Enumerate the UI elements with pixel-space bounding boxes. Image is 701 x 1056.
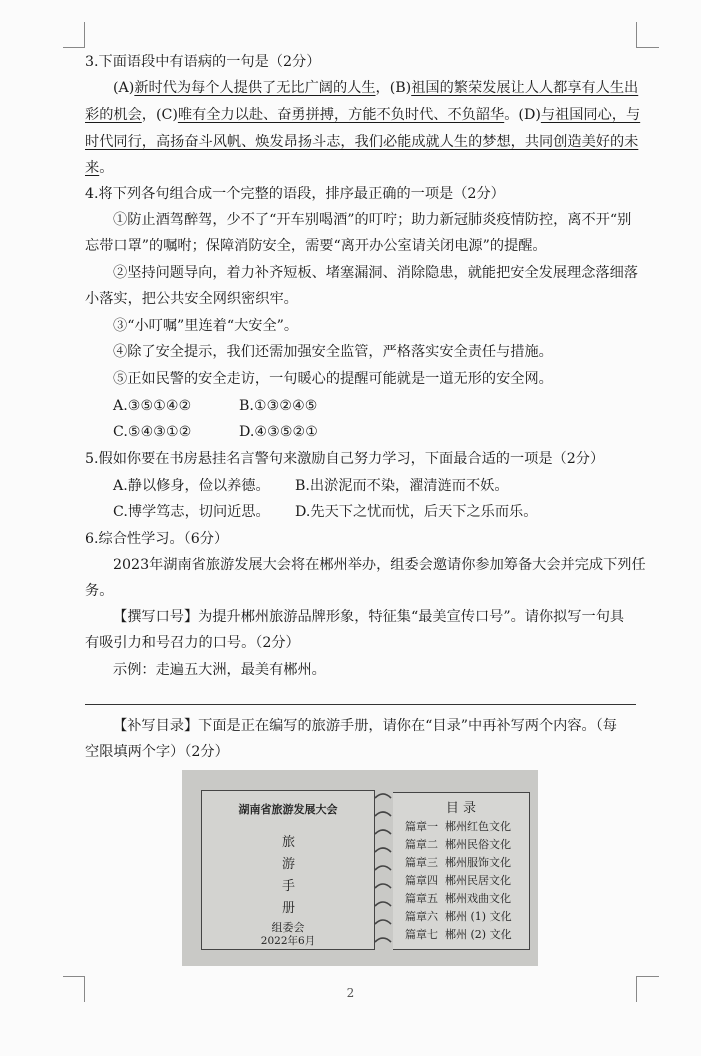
- q4-sentence-2b: 小落实，把公共安全网织密织牢。: [85, 291, 298, 307]
- toc-chapter: 篇章四: [405, 874, 438, 887]
- q3-label-d: 。(D): [504, 107, 541, 123]
- q3-label-c: ，(C): [141, 107, 178, 123]
- q6-slogan-1: 【撰写口号】为提升郴州旅游品牌形象，特征集“最美宣传口号”。请你拟写一句具: [113, 609, 625, 625]
- toc-item: [405, 818, 511, 834]
- q6-toc-1: 【补写目录】下面是正在编写的旅游手册，请你在“目录”中再补写两个内容。（每: [113, 718, 617, 734]
- q5-option-c: C.博学笃志，切问近思。: [113, 504, 270, 520]
- q5-option-b: B.出淤泥而不染，濯清涟而不妖。: [295, 478, 509, 494]
- q4-sentence-5: ⑤正如民警的安全走访，一句暖心的提醒可能就是一道无形的安全网。: [113, 371, 553, 387]
- q4-stem: 4.将下列各句组合成一个完整的语段，排序最正确的一项是（2分）: [85, 186, 505, 202]
- crop-mark-top-left: [63, 22, 85, 48]
- q4-sentence-4: ④除了安全提示，我们还需加强安全监管，严格落实安全责任与措施。: [113, 344, 553, 360]
- toc-item: [405, 872, 511, 888]
- toc-content: 郴州服饰文化: [445, 856, 511, 869]
- q3-sentence-c: 唯有全力以赴、奋勇拼搏，方能不负时代、不负韶华: [177, 107, 505, 123]
- q4-sentence-1b: 忘带口罩”的嘱咐；保障消防安全，需要“离开办公室请关闭电源”的提醒。: [85, 238, 547, 254]
- page-number: 2: [346, 986, 355, 1000]
- crop-mark-top-right: [636, 22, 659, 48]
- q3-line-1: [113, 78, 638, 98]
- q4-sentence-3: ③“小叮嘱”里连着“大安全”。: [113, 318, 299, 334]
- toc-item: [405, 926, 512, 942]
- toc-item: [405, 854, 511, 870]
- q6-example: 示例：走遍五大洲，最美有郴州。: [113, 662, 326, 678]
- toc-content: 郴州 (2) 文化: [445, 928, 512, 941]
- q5-option-a: A.静以修身，俭以养德。: [113, 478, 270, 494]
- answer-line: [85, 704, 636, 705]
- booklet-toc: [393, 792, 530, 950]
- toc-title: 目 录: [445, 801, 477, 816]
- toc-chapter: 篇章六: [405, 910, 438, 923]
- cover-header: 湖南省旅游发展大会: [238, 803, 338, 816]
- toc-item: [405, 908, 512, 924]
- toc-content: 郴州民俗文化: [445, 838, 511, 851]
- q5-stem: 5.假如你要在书房悬挂名言警句来激励自己努力学习，下面最合适的一项是（2分）: [85, 451, 605, 467]
- q4-option-b: B.①③②④⑤: [239, 398, 318, 414]
- toc-item: [405, 836, 511, 852]
- q3-period: 。: [99, 160, 114, 176]
- cover-title-2: 游: [282, 857, 296, 872]
- toc-chapter: 篇章五: [405, 892, 438, 905]
- q4-option-d: D.④③⑤②①: [239, 424, 318, 440]
- toc-chapter: 篇章二: [405, 838, 438, 851]
- q3-stem: 3.下面语段中有语病的一句是（2分）: [85, 54, 321, 70]
- q3-sentence-a: 新时代为每个人提供了无比广阔的人生: [134, 80, 376, 96]
- toc-content: 郴州 (1) 文化: [445, 910, 512, 923]
- toc-item: [405, 890, 511, 906]
- booklet-photo: [182, 770, 538, 966]
- q3-line-4: [85, 158, 113, 178]
- toc-content: 郴州民居文化: [445, 874, 511, 887]
- q6-toc-2: 空限填两个字）（2分）: [85, 744, 229, 760]
- cover-title-4: 册: [282, 901, 296, 916]
- q4-sentence-2a: ②坚持问题导向，着力补齐短板、堵塞漏洞、消除隐患，就能把安全发展理念落细落: [113, 265, 638, 281]
- q5-option-d: D.先天下之忧而忧，后天下之乐而乐。: [295, 504, 538, 520]
- q3-sentence-d-end: 来: [85, 160, 100, 176]
- cover-title-3: 手: [282, 879, 296, 894]
- toc-content: 郴州戏曲文化: [445, 892, 511, 905]
- q3-sentence-b: 祖国的繁荣发展让人人都享有人生出: [411, 80, 639, 96]
- q4-sentence-1a: ①防止酒驾醉驾，少不了“开车别喝酒”的叮咛；助力新冠肺炎疫情防控，离不开“别: [113, 212, 632, 228]
- q4-option-c: C.⑤④③①②: [113, 424, 192, 440]
- q4-option-a: A.③⑤①④②: [113, 398, 192, 414]
- q3-label-b: ，(B): [375, 80, 412, 96]
- toc-chapter: 篇章一: [405, 820, 438, 833]
- q3-sentence-b-cont: 彩的机会: [85, 107, 142, 123]
- cover-org: 组委会: [271, 921, 305, 934]
- q3-sentence-d: 与祖国同心，与: [540, 107, 641, 123]
- booklet-cover: [201, 790, 375, 950]
- spiral-binding: [373, 790, 393, 951]
- toc-chapter: 篇章七: [405, 928, 438, 941]
- toc-content: 郴州红色文化: [445, 820, 511, 833]
- q6-slogan-2: 有吸引力和号召力的口号。（2分）: [85, 635, 300, 651]
- q6-intro-2: 务。: [85, 583, 114, 599]
- q6-intro-1: 2023年湖南省旅游发展大会将在郴州举办，组委会邀请你参加筹备大会并完成下列任: [113, 557, 646, 573]
- cover-date: 2022年6月: [260, 935, 316, 947]
- booklet: [201, 790, 538, 958]
- q3-label-a: (A): [113, 80, 135, 96]
- toc-chapter: 篇章三: [405, 856, 438, 869]
- q6-stem: 6.综合性学习。（6分）: [85, 531, 229, 547]
- cover-title-1: 旅: [282, 835, 296, 850]
- q3-line-2: [85, 105, 640, 125]
- q3-line-3: 时代同行，高扬奋斗风帆、焕发昂扬斗志，我们必能成就人生的梦想，共同创造美好的未: [85, 134, 639, 150]
